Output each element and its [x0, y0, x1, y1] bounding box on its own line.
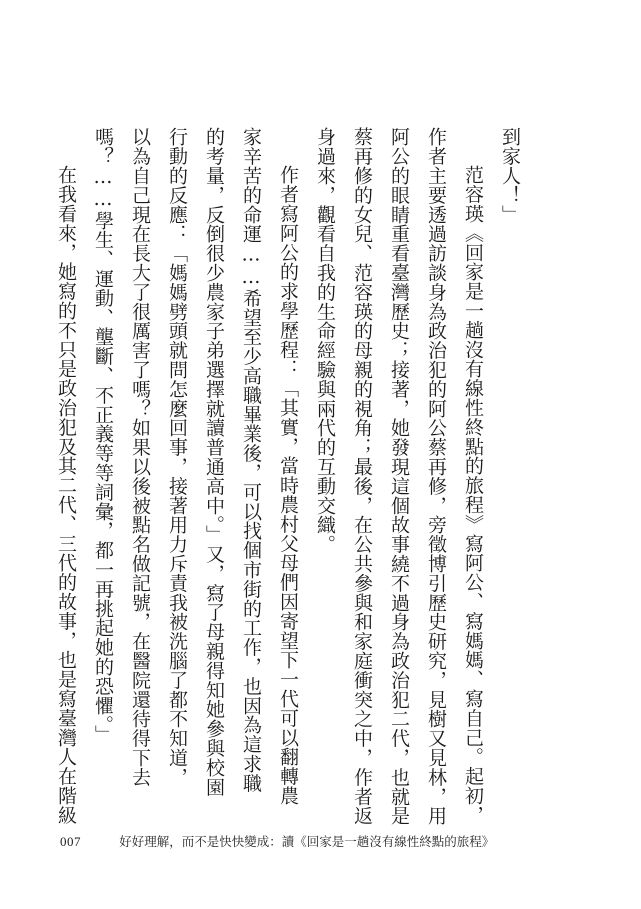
text-column-11: 以為自己現在長大了很厲害了嗎？如果以後被點名做記號，在醫院還待得下去 — [129, 127, 151, 787]
text-column-10: 行動的反應：「媽媽劈頭就問怎麼回事，接著用力斥責我被洗腦了都不知道， — [166, 127, 188, 787]
text-column-2: 范容瑛《回家是一趟沒有線性終點的旅程》寫阿公、寫媽媽、寫自己。起初， — [462, 165, 484, 825]
text-column-8: 家辛苦的命運……希望至少高職畢業後，可以找個市街的工作，也因為這求職 — [240, 127, 262, 793]
text-column-12: 嗎？……學生、運動、壟斷、不正義等等詞彙，都一再挑起她的恐懼。」 — [92, 127, 114, 745]
page-footer — [60, 830, 620, 854]
text-column-5: 蔡再修的女兒、范容瑛的母親的視角；最後，在公共參與和家庭衝突之中，作者返 — [351, 127, 373, 826]
page-number: 007 — [60, 834, 81, 849]
text-column-3: 作者主要透過訪談身為政治犯的阿公蔡再修，旁徵博引歷史研究，見樹又見林，用 — [425, 127, 447, 826]
text-column-9: 的考量，反倒很少農家子弟選擇就讀普通高中。」又，寫了母親得知她參與校園 — [203, 127, 225, 797]
text-column-1: 到家人！」 — [499, 127, 521, 224]
text-column-4: 阿公的眼睛重看臺灣歷史；接著，她發現這個故事繞不過身為政治犯二代，也就是 — [388, 127, 410, 826]
text-column-6: 身過來，觀看自我的生命經驗與兩代的互動交織。 — [314, 127, 336, 554]
text-column-7: 作者寫阿公的求學歷程：「其實，當時農村父母們因寄望下一代可以翻轉農 — [277, 165, 299, 806]
running-title: 好好理解，而不是快快變成：讀《回家是一趟沒有線性終點的旅程》 — [119, 834, 495, 849]
text-column-13: 在我看來，她寫的不只是政治犯及其二代、三代的故事，也是寫臺灣人在階級 — [55, 165, 77, 825]
